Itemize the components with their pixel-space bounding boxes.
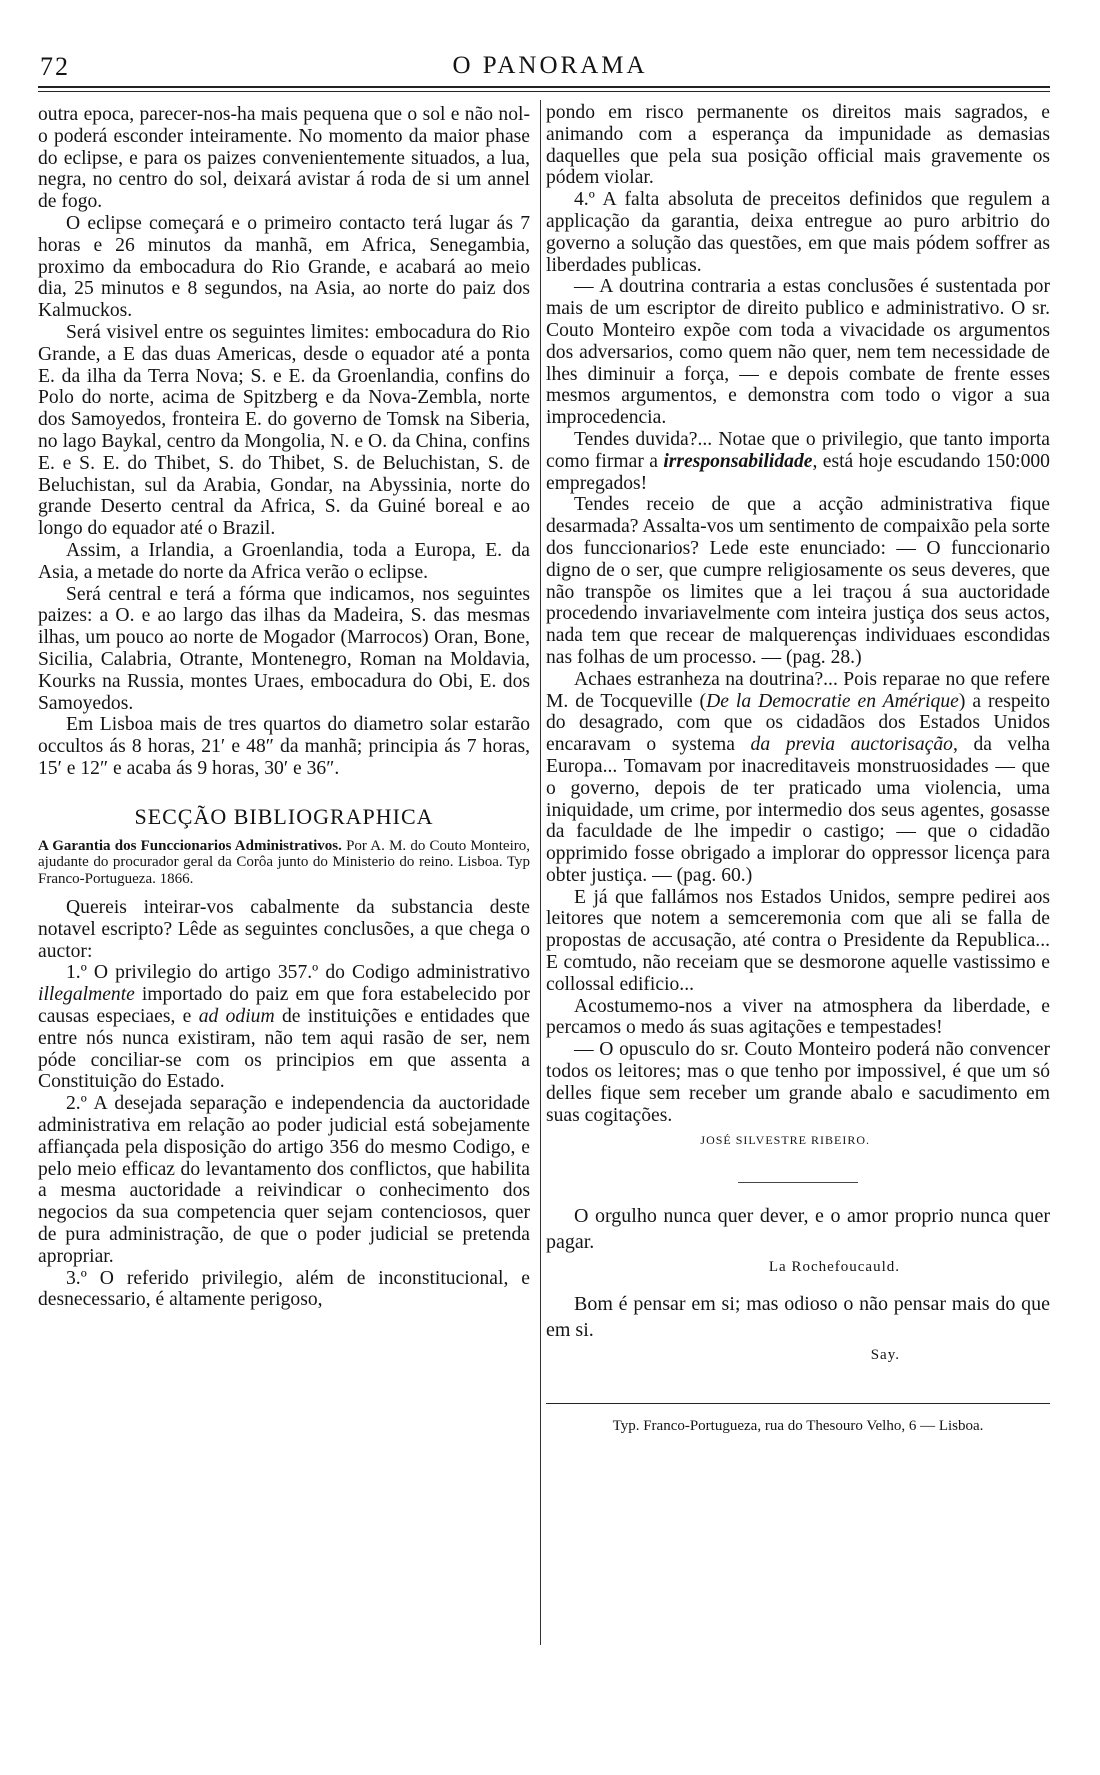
left-column (38, 104, 530, 1311)
review-text: , está hoje escudando 150:000 empregados! (546, 450, 1050, 494)
quote-author: Say. (870, 1347, 900, 1364)
review-text: Achaes estranheza na doutrina?... Pois reparae no que refere M. de Tocqueville ( (546, 668, 1050, 712)
footer-rule (546, 1403, 1050, 1404)
review-paragraph: E já que fallámos nos Estados Unidos, sempre pedirei aos leitores que notem a semceremonia com que ali se falla de propostas de accusação, até contra o Presidente da Republica... E comtudo, não receiam que se desmorone aquelle vastissimo e collossal edificio... (546, 886, 1050, 995)
conclusion-1 (38, 962, 530, 1093)
eclipse-paragraph: Será visivel entre os seguintes limites: embocadura do Rio Grande, a E das duas Americas, desde o equador até a ponta E. da ilha da Terra Nova; S. e E. da Groenlandia, confins do Polo do norte, acima de Spitzberg e da Nova-Zembla, norte dos Samoyedos, fronteira E. do governo de Tomsk na Siberia, no lago Baykal, centro da Mongolia, N. e O. da China, confins E. e S. E. do Thibet, S. do Thibet, S. de Beluchistan, S. de Beluchistan, sul da Arabia, Gondar, na Abyssinia, norte do grande Deserto central da Africa, S. da Guiné boreal e ao longo do equador até o Brazil. (38, 321, 530, 540)
conclusion-text: 1.º O privilegio do artigo 357.º do Codigo administrativo (66, 962, 530, 984)
quote: O orgulho nunca quer dever, e o amor proprio nunca quer pagar. (546, 1205, 1050, 1254)
separator-rule (738, 1182, 858, 1183)
bibliography-title: A Garantia dos Funccionarios Administrativos. (38, 837, 342, 854)
page-number: 72 (40, 52, 70, 81)
review-text: ) a respeito do desagrado, com que os cidadãos dos Estados Unidos encaravam o systema (546, 690, 1050, 756)
header-rule (38, 86, 1050, 88)
signature: JOSÉ SILVESTRE RIBEIRO. (700, 1133, 870, 1148)
review-text: Tendes duvida?... Notae que o privilegio, que tanto importa como firmar a (546, 428, 1050, 472)
bibliography-entry (38, 838, 530, 888)
right-column (546, 102, 1050, 1438)
eclipse-paragraph: Será central e terá a fórma que indicamos, nos seguintes paizes: a O. e ao largo das ilhas da Madeira, S. das mesmas ilhas, um pouco ao norte de Mogador (Marrocos) Oran, Bone, Sicilia, Calabria, Otrante, Montenegro, Roman na Moldavia, Kourks na Russia, montes Uraes, embocadura do Obi, E. dos Samoyedos. (38, 583, 530, 714)
eclipse-paragraph: Assim, a Irlandia, a Groenlandia, toda a Europa, E. da Asia, a metade do norte da Africa verão o eclipse. (38, 539, 530, 583)
section-title: SECÇÃO BIBLIOGRAPHICA (134, 803, 434, 829)
bibliography-details: Por A. M. do Couto Monteiro, ajudante do procurador geral da Corôa junto do Ministerio do reino. Lisboa. Typ Franco-Portugueza. 1866. (38, 837, 530, 887)
conclusion-text: importado do paiz em que fora estabelecido por causas especiaes, e (38, 984, 530, 1027)
review-paragraph: Quereis inteirar-vos cabalmente da substancia deste notavel escripto? Lêde as seguintes conclusões, a que chega o auctor: (38, 897, 530, 962)
conclusion-3-start: 3.º O referido privilegio, além de inconstitucional, e desnecessario, é altamente perigoso, (38, 1267, 530, 1311)
header-rule-thin (38, 91, 1050, 92)
page-title: O PANORAMA (452, 52, 648, 79)
review-paragraph (546, 669, 1050, 887)
conclusion-3-end: pondo em risco permanente os direitos mais sagrados, e animando com a esperança da impunidade as demasias daquelles que pela sua posição official mais gravemente os pódem violar. (546, 102, 1050, 189)
review-paragraph: Tendes receio de que a acção administrativa fique desarmada? Assalta-vos um sentimento de compaixão pela sorte dos funccionarios? Lede este enunciado: — O funccionario digno de o ser, que cumpre religiosamente os seus deveres, que não transpõe os limites que a lei traçou á sua auctoridade procedendo invariavelmente com inteira justiça dos seus actos, nada tem que recear de malquerenças individuaes escondidas nas folhas de um processo. — (pag. 28.) (546, 494, 1050, 668)
conclusion-2: 2.º A desejada separação e independencia da auctoridade administrativa em relação ao poder judicial está sobejamente affiançada pela disposição do artigo 356 do mesmo Codigo, e pelo meio efficaz do levantamento dos conflictos, que habilita a mesma auctoridade a reivindicar o conhecimento dos negocios da sua competencia quer sejam contenciosos, quer de pura administração, de que o poder judicial se pretenda apropriar. (38, 1093, 530, 1267)
review-paragraph: — O opusculo do sr. Couto Monteiro poderá não convencer todos os leitores; mas o que tenho por impossivel, é que um só delles fique sem receber um grande abalo e sacudimento em suas cogitações. (546, 1039, 1050, 1126)
review-paragraph: Acostumemo-nos a viver na atmosphera da liberdade, e percamos o medo ás suas agitações e tempestades! (546, 995, 1050, 1039)
conclusion-italic: ad odium (198, 1005, 275, 1027)
conclusion-text: de instituições e entidades que entre nós nunca existiram, não tem aqui rasão de ser, nem póde conciliar-se com os principios em que assenta a Constituição do Estado. (38, 1005, 530, 1093)
column-divider (540, 100, 541, 1645)
review-emphasis: irresponsabilidade (663, 450, 813, 472)
review-italic: da previa auctorisação (750, 734, 953, 756)
conclusion-italic: illegalmente (38, 984, 135, 1006)
printer-imprint: Typ. Franco-Portugueza, rua do Thesouro Velho, 6 — Lisboa. (612, 1417, 984, 1434)
review-paragraph: — A doutrina contraria a estas conclusões é sustentada por mais de um escriptor de direito publico e administrativo. O sr. Couto Monteiro expõe com toda a vivacidade os argumentos dos adversarios, como quem não quer, nem tem necessidade de lhes diminuir a força, — e depois combate de frente esses mesmos argumentos, e demonstra com todo o vigor a sua improcedencia. (546, 276, 1050, 429)
eclipse-paragraph: O eclipse começará e o primeiro contacto terá lugar ás 7 horas e 26 minutos da manhã, em Africa, Senegambia, proximo da embocadura do Rio Grande, e acabará ao meio dia, 25 minutos e 8 segundos, na Asia, ao norte do paiz dos Kalmuckos. (38, 212, 530, 322)
conclusion-4: 4.º A falta absoluta de preceitos definidos que regulem a applicação da garantia, deixa entregue ao puro arbitrio do governo a solução das questões, em que mais pódem soffrer as liberdades publicas. (546, 189, 1050, 276)
review-text: , da velha Europa... Tomavam por inacreditaveis monstruosidades — que o governo, depois de ter praticado uma violencia, uma iniquidade, um crime, por intermedio dos seus agentes, gosasse da faculdade de lhe impedir o castigo; — que o cidadão opprimido fosse obrigado a implorar do oppressor licença para obter justiça. — (pag. 60.) (546, 734, 1050, 886)
review-paragraph (546, 429, 1050, 494)
quote: Bom é pensar em si; mas odioso o não pensar mais do que em si. (546, 1293, 1050, 1342)
quote-author: La Rochefoucauld. (768, 1259, 900, 1276)
eclipse-paragraph: outra epoca, parecer-nos-ha mais pequena que o sol e não nol-o poderá esconder inteiramente. No momento da maior phase do eclipse, e para os paizes convenientemente situados, a lua, negra, no centro do sol, deixará avistar á roda de si um annel de fogo. (38, 104, 530, 213)
eclipse-paragraph: Em Lisboa mais de tres quartos do diametro solar estarão occultos ás 8 horas, 21′ e 48″ da manhã; principia ás 7 horas, 15′ e 12″ e acaba ás 9 horas, 30′ e 36″. (38, 714, 530, 779)
review-italic: De la Democratie en Amérique (706, 690, 959, 712)
